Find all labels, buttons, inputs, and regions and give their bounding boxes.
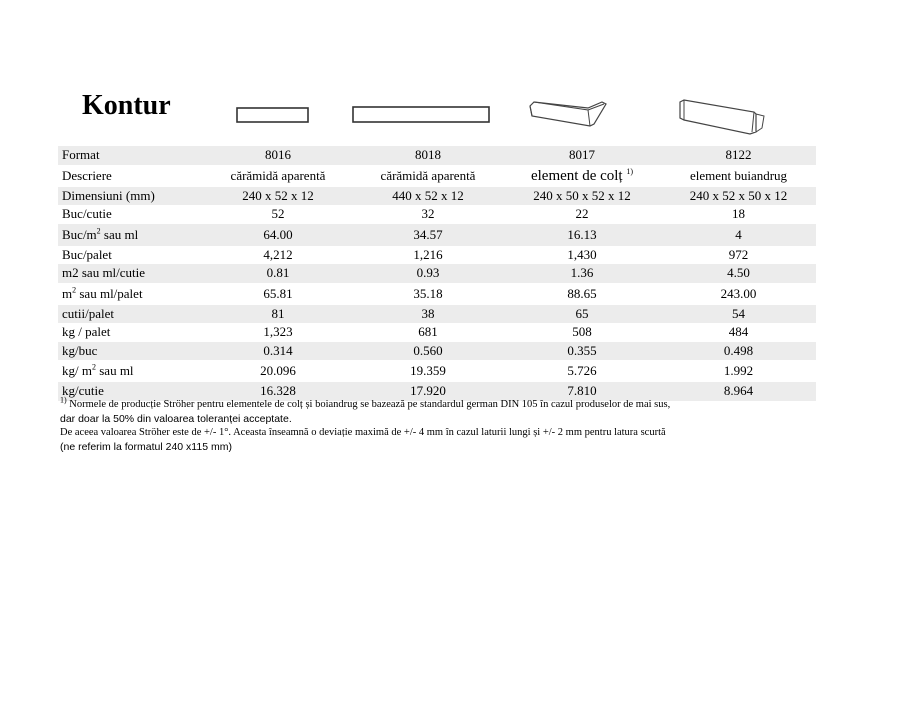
- straight-brick-short-icon: [236, 106, 310, 124]
- table-cell: 1.992: [723, 363, 754, 378]
- description-cell: cărămidă aparentă: [230, 167, 326, 183]
- format-code: 8016: [203, 146, 353, 165]
- table-row: [58, 224, 816, 246]
- table-row: [58, 323, 816, 342]
- row-label: Buc/cutie: [62, 206, 112, 222]
- row-label: Descriere: [62, 167, 112, 183]
- format-code: 8018: [353, 146, 503, 165]
- table-cell: 65: [503, 305, 661, 324]
- table-cell: 4,212: [263, 246, 293, 262]
- table-cell: 7.810: [503, 382, 661, 401]
- table-row: [58, 187, 816, 206]
- row-label: kg/cutie: [58, 382, 203, 401]
- footnote-line-2: dar doar la 50% din valoarea toleranței acceptate.: [60, 413, 292, 425]
- table-cell: 81: [203, 305, 353, 324]
- row-label: Buc/palet: [62, 246, 112, 262]
- page-title: Kontur: [82, 90, 171, 121]
- footnote-line-3: De aceea valoarea Ströher este de +/- 1°. Aceasta înseamnă o deviație maximă de +/- 4 mm în cazul laturii lungi și +/- 2 mm pentru latura scurtă: [60, 427, 666, 438]
- table-cell: 240 x 52 x 50 x 12: [661, 187, 816, 206]
- spec-table: [58, 146, 816, 401]
- description-cell: element de colț $^{1)}$: [530, 166, 634, 184]
- table-row: [58, 283, 816, 305]
- table-cell: 681: [418, 324, 438, 340]
- table-cell: 22: [575, 206, 589, 222]
- row-label: kg/ $m^2$ sau ml: [62, 362, 134, 378]
- row-label: Buc/$m^2$ sau ml: [58, 224, 203, 246]
- table-cell: 54: [661, 305, 816, 324]
- row-label: kg / palet: [62, 324, 111, 340]
- table-row: [58, 342, 816, 361]
- table-cell: 8.964: [661, 382, 816, 401]
- table-cell: 0.560: [353, 342, 503, 361]
- table-row: [58, 205, 816, 224]
- table-cell: 38: [353, 305, 503, 324]
- footnote-line-4: (ne referim la formatul 240 x115 mm): [60, 441, 232, 453]
- table-cell: 240 x 50 x 52 x 12: [503, 187, 661, 206]
- table-cell: 1,216: [413, 246, 443, 262]
- format-code: 8122: [661, 146, 816, 165]
- row-label: kg/buc: [58, 342, 203, 361]
- table-row: [58, 264, 816, 283]
- table-row: [58, 360, 816, 382]
- table-cell: 34.57: [353, 224, 503, 246]
- straight-brick-long-icon: [352, 105, 492, 125]
- table-cell: 17.920: [353, 382, 503, 401]
- row-label: cutii/palet: [58, 305, 203, 324]
- table-cell: 440 x 52 x 12: [353, 187, 503, 206]
- description-row: [58, 165, 816, 187]
- table-cell: 4.50: [661, 264, 816, 283]
- row-label: m2 sau ml/cutie: [58, 264, 203, 283]
- corner-element-icon: [528, 98, 608, 128]
- format-code: 8017: [503, 146, 661, 165]
- table-cell: 88.65: [567, 285, 597, 301]
- table-cell: 35.18: [413, 285, 443, 301]
- table-cell: 19.359: [410, 363, 446, 378]
- description-cell: element buiandrug: [689, 167, 788, 183]
- description-cell: cărămidă aparentă: [380, 167, 476, 183]
- table-cell: 243.00: [720, 285, 757, 301]
- footnotes: [60, 395, 840, 454]
- table-cell: 240 x 52 x 12: [203, 187, 353, 206]
- row-label: Dimensiuni (mm): [58, 187, 203, 206]
- table-cell: 0.314: [203, 342, 353, 361]
- table-row: [58, 305, 816, 324]
- table-cell: 18: [732, 206, 745, 222]
- table-cell: 508: [572, 324, 592, 340]
- table-cell: 972: [728, 246, 749, 262]
- table-cell: 5.726: [567, 363, 597, 378]
- table-cell: 32: [421, 206, 435, 222]
- header-row: [58, 146, 816, 165]
- table-cell: 1,430: [567, 246, 597, 262]
- table-cell: 1.36: [503, 264, 661, 283]
- table-cell: 64.00: [203, 224, 353, 246]
- footnote-line-1: $^{1)}$ Normele de producție Ströher pentru elementele de colț și boiandrug se bazează pe standardul german DIN 105 în cazul produselor de mai sus,: [60, 395, 671, 410]
- table-cell: 4: [661, 224, 816, 246]
- table-cell: 484: [728, 324, 749, 340]
- row-label: Format: [58, 146, 203, 165]
- table-row: [58, 246, 816, 265]
- table-cell: 20.096: [260, 363, 296, 378]
- lintel-element-icon: [678, 98, 768, 136]
- table-cell: 16.13: [503, 224, 661, 246]
- table-cell: 52: [271, 206, 285, 222]
- row-label: $m^2$ sau ml/palet: [62, 285, 143, 301]
- table-cell: 16.328: [203, 382, 353, 401]
- table-cell: 0.81: [203, 264, 353, 283]
- table-cell: 0.93: [353, 264, 503, 283]
- footnote-mark: 1): [626, 166, 634, 176]
- table-cell: 65.81: [263, 285, 293, 301]
- table-cell: 0.355: [503, 342, 661, 361]
- table-cell: 0.498: [661, 342, 816, 361]
- table-cell: 1,323: [263, 324, 293, 340]
